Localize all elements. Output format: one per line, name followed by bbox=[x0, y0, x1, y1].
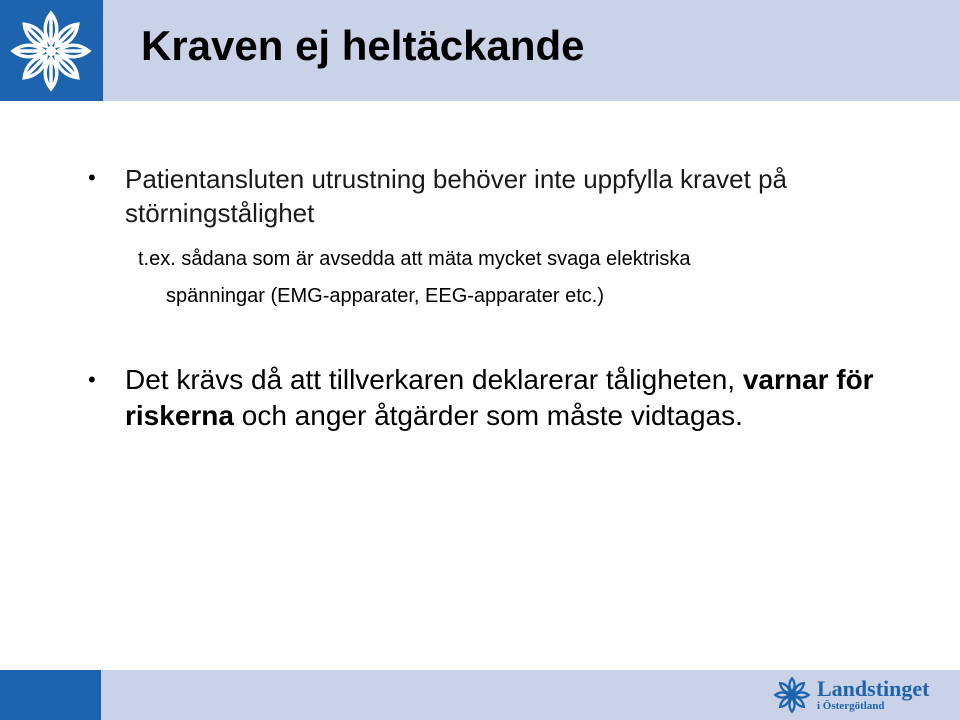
sub-bullet-line: t.ex. sådana som är avsedda att mäta mycket svaga elektriska bbox=[138, 248, 691, 270]
flower-emblem-icon bbox=[773, 676, 811, 714]
footer-box bbox=[0, 670, 101, 720]
sub-bullet-text bbox=[138, 241, 858, 315]
brand-text bbox=[817, 675, 930, 713]
bullet-text-start: Det krävs då att tillverkaren deklarerar tåligheten, bbox=[125, 364, 736, 395]
bullet-marker: • bbox=[88, 367, 96, 392]
footer-brand-logo bbox=[773, 674, 929, 716]
bullet-text-bold: varnar för riskerna bbox=[125, 364, 874, 431]
bullet-text: Patientansluten utrustning behöver inte uppfylla kravet på störningstålighet bbox=[125, 164, 787, 228]
brand-sub: i Östergötland bbox=[817, 699, 885, 712]
brand-name: Landstinget bbox=[817, 675, 930, 701]
flower-emblem-icon bbox=[8, 8, 94, 94]
header-logo bbox=[0, 0, 103, 101]
bullet-text-end: och anger åtgärder som måste vidtagas. bbox=[233, 400, 743, 431]
sub-bullet-line: spänningar (EMG-apparater, EEG-apparater etc.) bbox=[166, 285, 604, 307]
slide-title: Kraven ej heltäckande bbox=[141, 22, 585, 69]
bullet-marker: • bbox=[88, 165, 96, 190]
bullet-text bbox=[125, 362, 885, 434]
